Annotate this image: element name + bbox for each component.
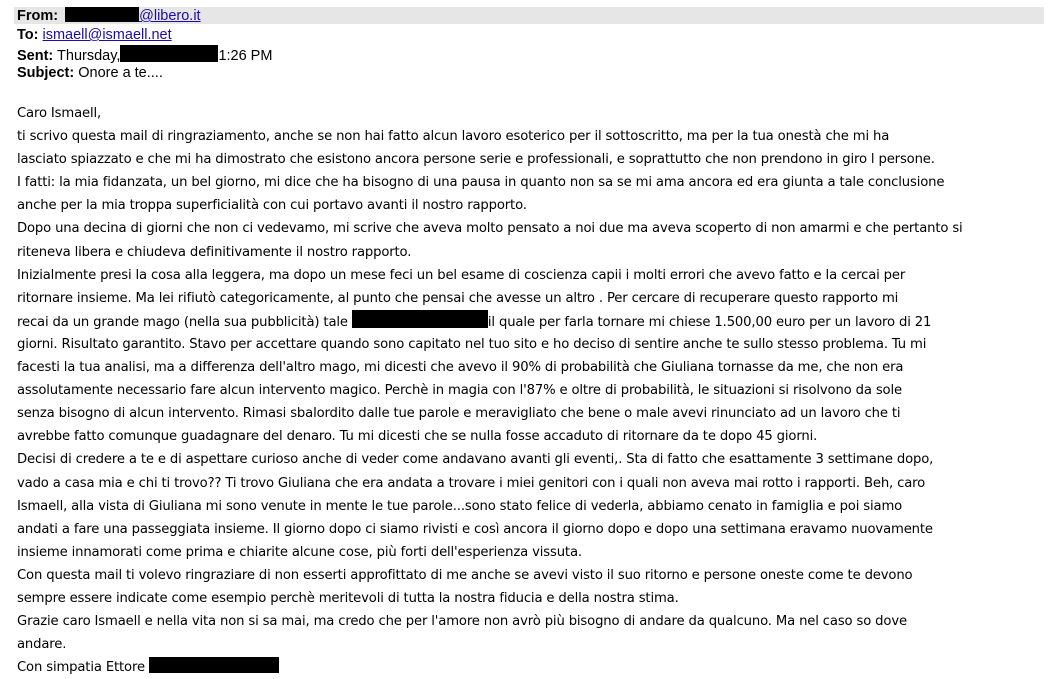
mago-line-before: recai da un grande mago (nella sua pubblicità) tale	[17, 314, 352, 330]
message-line-mago	[17, 310, 1047, 333]
signature-text: Con simpatia Ettore	[17, 660, 149, 676]
message-line: senza bisogno di alcun intervento. Rimasi sbalordito dalle tue parole e meravigliato che bene o male avevi rinunciato ad un lavoro che ti	[17, 406, 901, 422]
subject-value: Onore a te....	[78, 65, 163, 81]
subject-row	[17, 64, 163, 82]
message-line: vado a casa mia e chi ti trovo?? Ti trovo Giuliana che era andata a trovare i miei genitori con i quali non aveva mai rotto i rapporti. Beh, caro	[17, 475, 926, 491]
from-address-link[interactable]: @libero.it	[139, 8, 201, 24]
message-line: avrebbe fatto comunque guadagnare del denaro. Tu mi dicesti che se nulla fosse accaduto di ritornare da te dopo 45 giorni.	[17, 429, 818, 445]
to-row	[17, 26, 172, 44]
mago-line-after: il quale per farla tornare mi chiese 1.500,00 euro per un lavoro di 21	[487, 314, 932, 330]
message-line: lasciato spiazzato e che mi ha dimostrato che esistono ancora persone serie e professionali, e soprattutto che non prendono in giro l persone.	[17, 152, 935, 168]
message-line: facesti la tua analisi, ma a differenza dell'altro mago, mi dicesti che avevo il 90% di probabilità che Giuliana tornasse da me, che non era	[17, 360, 904, 376]
redacted-mago-name	[352, 310, 488, 328]
from-label: From:	[17, 8, 59, 24]
message-line: Ismaell, alla vista di Giuliana mi sono venute in mente le tue parole...sono stato felice di vederla, abbiamo cenato in famiglia e poi siamo	[17, 498, 903, 514]
message-body	[17, 102, 1047, 679]
message-line: insieme innamorati come prima e chiarite alcune cose, più forti dell'esperienza vissuta.	[17, 544, 582, 560]
message-line: andati a fare una passeggiata insieme. Il giorno dopo ci siamo rivisti e così ancora il giorno dopo e dopo una settimana eravamo nuovamente	[17, 521, 933, 537]
message-line: giorni. Risultato garantito. Stavo per accettare quando sono capitato nel tuo sito e ho deciso di sentire anche te sullo stesso problema. Tu mi	[17, 336, 927, 352]
message-line: ritornare insieme. Ma lei rifiutò categoricamente, al punto che pensai che avesse un altro . Per cercare di recuperare questo rapporto mi	[17, 290, 899, 306]
message-greeting: Caro Ismaell,	[17, 106, 102, 121]
message-line: I fatti: la mia fidanzata, un bel giorno, mi dice che ha bisogno di una pausa in quanto non sa se mi ama ancora ed era giunta a tale conclusione	[17, 175, 945, 191]
sent-day: Thursday,	[57, 48, 121, 64]
redacted-signature-surname	[149, 657, 279, 673]
message-line: andare.	[17, 637, 67, 653]
message-line: Decisi di credere a te e di aspettare curioso anche di veder come andavano avanti gli eventi,. Sta di fatto che esattamente 3 settimane dopo,	[17, 452, 934, 468]
message-line: Inizialmente presi la cosa alla leggera, ma dopo un mese feci un bel esame di coscienza capii i molti errori che avevo fatto e la cercai per	[17, 267, 906, 283]
message-line: riteneva libera e chiudeva definitivamente il nostro rapporto.	[17, 244, 412, 260]
subject-label: Subject:	[17, 65, 75, 81]
message-line: sempre essere indicate come esempio perchè meritevoli di tutta la nostra fiducia e della nostra stima.	[17, 590, 679, 606]
message-line: assolutamente necessario fare alcun intervento magico. Perchè in magia con l'87% e oltre di probabilità, le situazioni si risolvono da sole	[17, 383, 902, 399]
sent-row	[17, 45, 272, 65]
redacted-sender-name	[65, 7, 139, 22]
message-line: Grazie caro Ismaell e nella vita non si sa mai, ma credo che per l'amore non avrò più bisogno di andare da qualcuno. Ma nel caso so dove	[17, 614, 907, 630]
sent-time: 1:26 PM	[218, 48, 273, 64]
message-line: ti scrivo questa mail di ringraziamento, anche se non hai fatto alcun lavoro esoterico per il sottoscritto, ma per la tua onestà che mi ha	[17, 129, 890, 145]
redacted-sent-date	[120, 45, 218, 62]
message-line: anche per la mia troppa superficialità con cui portavo avanti il nostro rapporto.	[17, 198, 527, 214]
to-label: To:	[17, 27, 39, 43]
to-address-link[interactable]: ismaell@ismaell.net	[42, 27, 172, 43]
message-line: Dopo una decina di giorni che non ci vedevamo, mi scrive che aveva molto pensato a noi due ma aveva scoperto di non amarmi e che pertanto si	[17, 221, 963, 237]
sent-label: Sent:	[17, 48, 54, 64]
message-line: Con questa mail ti volevo ringraziare di non esserti approfittato di me anche se avevi visto il suo ritorno e persone oneste come te devono	[17, 567, 913, 583]
from-row	[17, 7, 201, 25]
